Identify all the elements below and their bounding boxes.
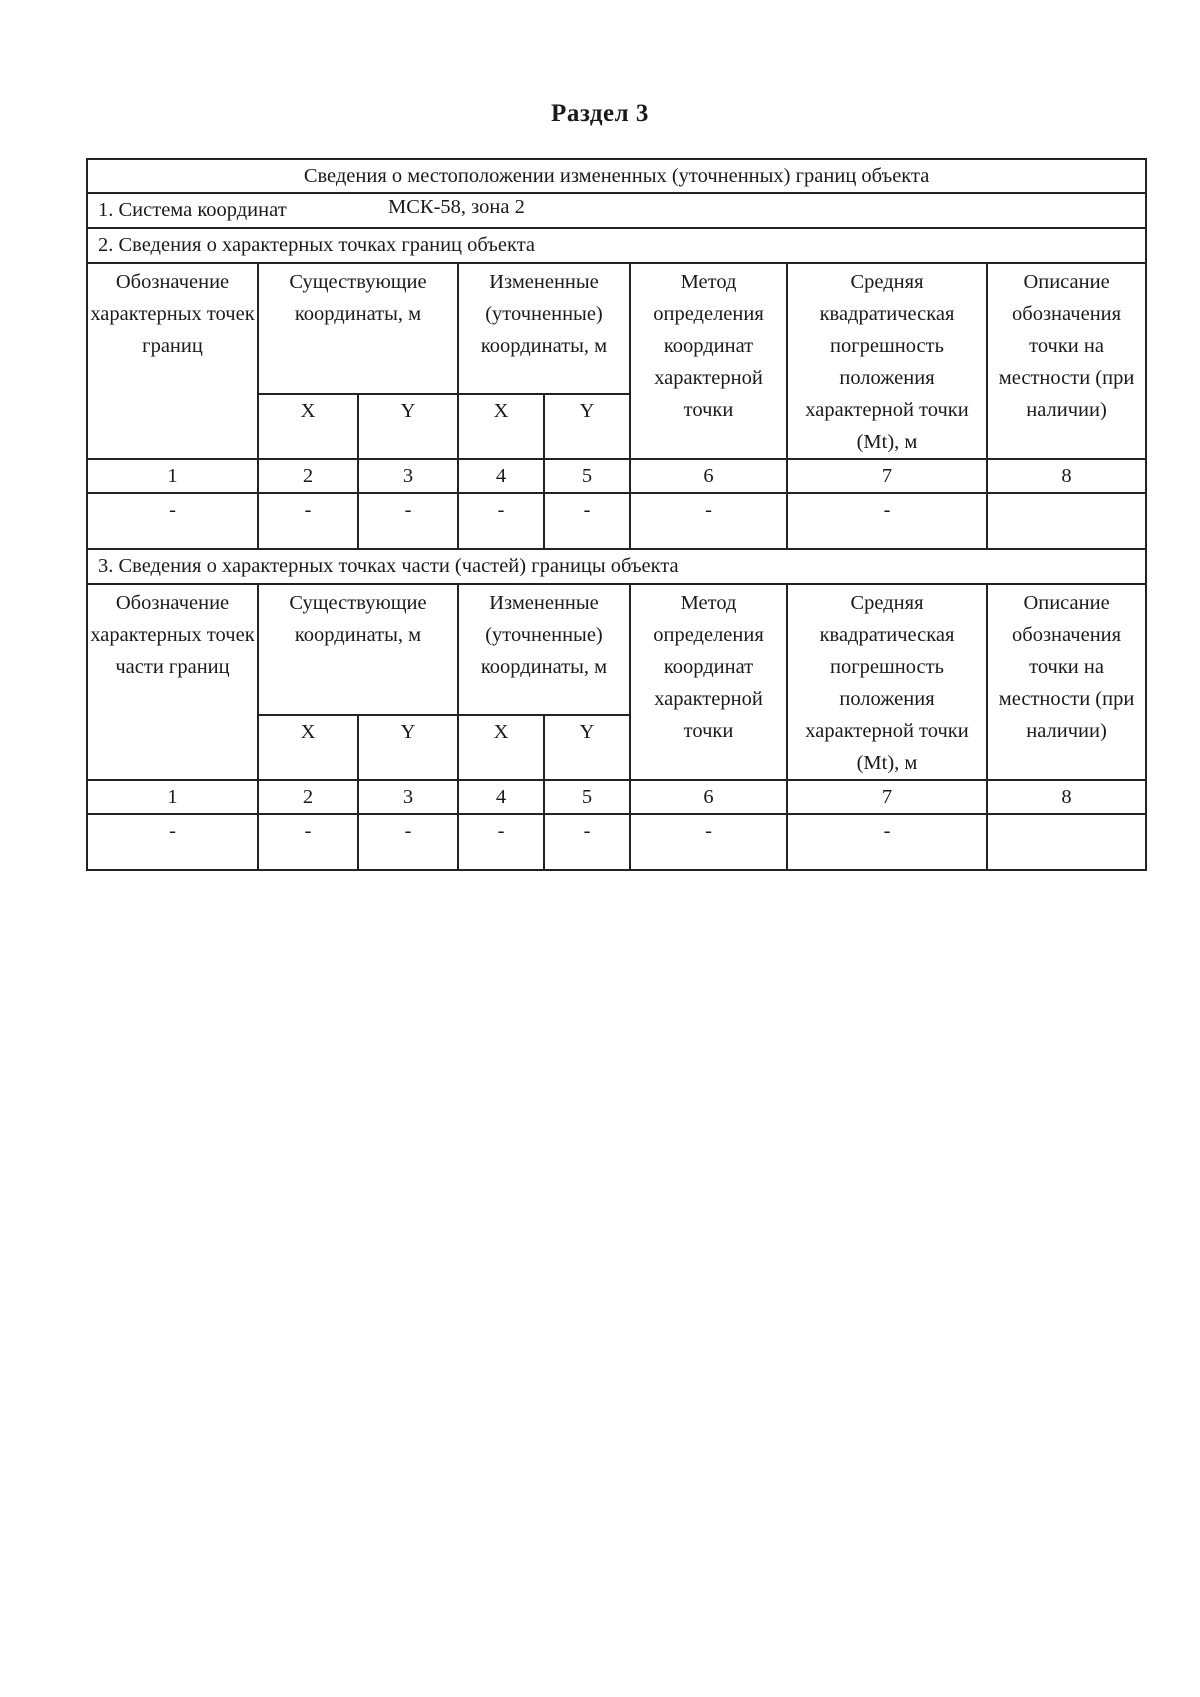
- section2-header-y-changed: Y: [544, 394, 630, 459]
- section3-cell: -: [358, 814, 458, 870]
- section2-colnum: 3: [358, 459, 458, 493]
- section2-colnum: 1: [87, 459, 258, 493]
- section3-colnum: 4: [458, 780, 544, 814]
- section3-colnum: 6: [630, 780, 787, 814]
- section2-header-y-existing: Y: [358, 394, 458, 459]
- section2-header-existing: Существующие координаты, м: [258, 263, 458, 394]
- section3-colnum: 3: [358, 780, 458, 814]
- section3-cell: -: [544, 814, 630, 870]
- section2-header-description: Описание обозначения точки на местности (при наличии): [987, 263, 1146, 459]
- section3-header-error: Средняя квадратическая погрешность положения характерной точки (Mt), м: [787, 584, 987, 780]
- section2-heading: 2. Сведения о характерных точках границ объекта: [87, 228, 1146, 263]
- section2-heading-row: [87, 228, 1146, 263]
- section3-cell: [987, 814, 1146, 870]
- section3-header-y-existing: Y: [358, 715, 458, 780]
- section3-header-existing: Существующие координаты, м: [258, 584, 458, 715]
- section2-cell: -: [358, 493, 458, 549]
- section3-colnum: 5: [544, 780, 630, 814]
- section2-cell: -: [787, 493, 987, 549]
- section3-colnum: 7: [787, 780, 987, 814]
- section2-cell: -: [87, 493, 258, 549]
- section2-header-x-existing: X: [258, 394, 358, 459]
- boundary-table-frame: [86, 158, 1145, 871]
- section2-header-designation: Обозначение характерных точек границ: [87, 263, 258, 459]
- section3-cell: -: [458, 814, 544, 870]
- section3-colnum: 1: [87, 780, 258, 814]
- section3-header-x-existing: X: [258, 715, 358, 780]
- section2-header-changed: Измененные (уточненные) координаты, м: [458, 263, 630, 394]
- table-row: [87, 493, 1146, 549]
- section2-header-method: Метод определения координат характерной точки: [630, 263, 787, 459]
- section2-cell: -: [544, 493, 630, 549]
- section3-cell: -: [258, 814, 358, 870]
- coord-system-row: [87, 193, 1146, 228]
- section2-colnum: 6: [630, 459, 787, 493]
- section2-colnum-row: [87, 459, 1146, 493]
- section2-cell: -: [458, 493, 544, 549]
- section3-heading-row: [87, 549, 1146, 584]
- section2-colnum: 8: [987, 459, 1146, 493]
- section3-header-changed: Измененные (уточненные) координаты, м: [458, 584, 630, 715]
- section3-heading: 3. Сведения о характерных точках части (частей) границы объекта: [87, 549, 1146, 584]
- section3-header-x-changed: X: [458, 715, 544, 780]
- section3-colnum: 2: [258, 780, 358, 814]
- section3-colnum: 8: [987, 780, 1146, 814]
- section3-header-method: Метод определения координат характерной точки: [630, 584, 787, 780]
- section2-colnum: 7: [787, 459, 987, 493]
- section3-header-row: [87, 584, 1146, 715]
- section2-header-row: [87, 263, 1146, 394]
- section3-cell: -: [87, 814, 258, 870]
- table-row: [87, 814, 1146, 870]
- section3-colnum-row: [87, 780, 1146, 814]
- section2-colnum: 2: [258, 459, 358, 493]
- section3-cell: -: [630, 814, 787, 870]
- table-title: Сведения о местоположении измененных (уточненных) границ объекта: [87, 159, 1146, 193]
- section2-colnum: 4: [458, 459, 544, 493]
- section2-cell: -: [630, 493, 787, 549]
- coord-system-value: МСК-58, зона 2: [388, 196, 525, 218]
- section2-header-error: Средняя квадратическая погрешность положения характерной точки (Mt), м: [787, 263, 987, 459]
- boundary-table: [86, 158, 1147, 871]
- section3-cell: -: [787, 814, 987, 870]
- section3-header-y-changed: Y: [544, 715, 630, 780]
- table-title-row: [87, 159, 1146, 193]
- section2-header-x-changed: X: [458, 394, 544, 459]
- section2-cell: [987, 493, 1146, 549]
- coord-system-label: 1. Система координат: [98, 199, 287, 221]
- section3-header-description: Описание обозначения точки на местности (при наличии): [987, 584, 1146, 780]
- page-title: Раздел 3: [551, 100, 649, 127]
- section2-colnum: 5: [544, 459, 630, 493]
- section2-cell: -: [258, 493, 358, 549]
- section3-header-designation: Обозначение характерных точек части границ: [87, 584, 258, 780]
